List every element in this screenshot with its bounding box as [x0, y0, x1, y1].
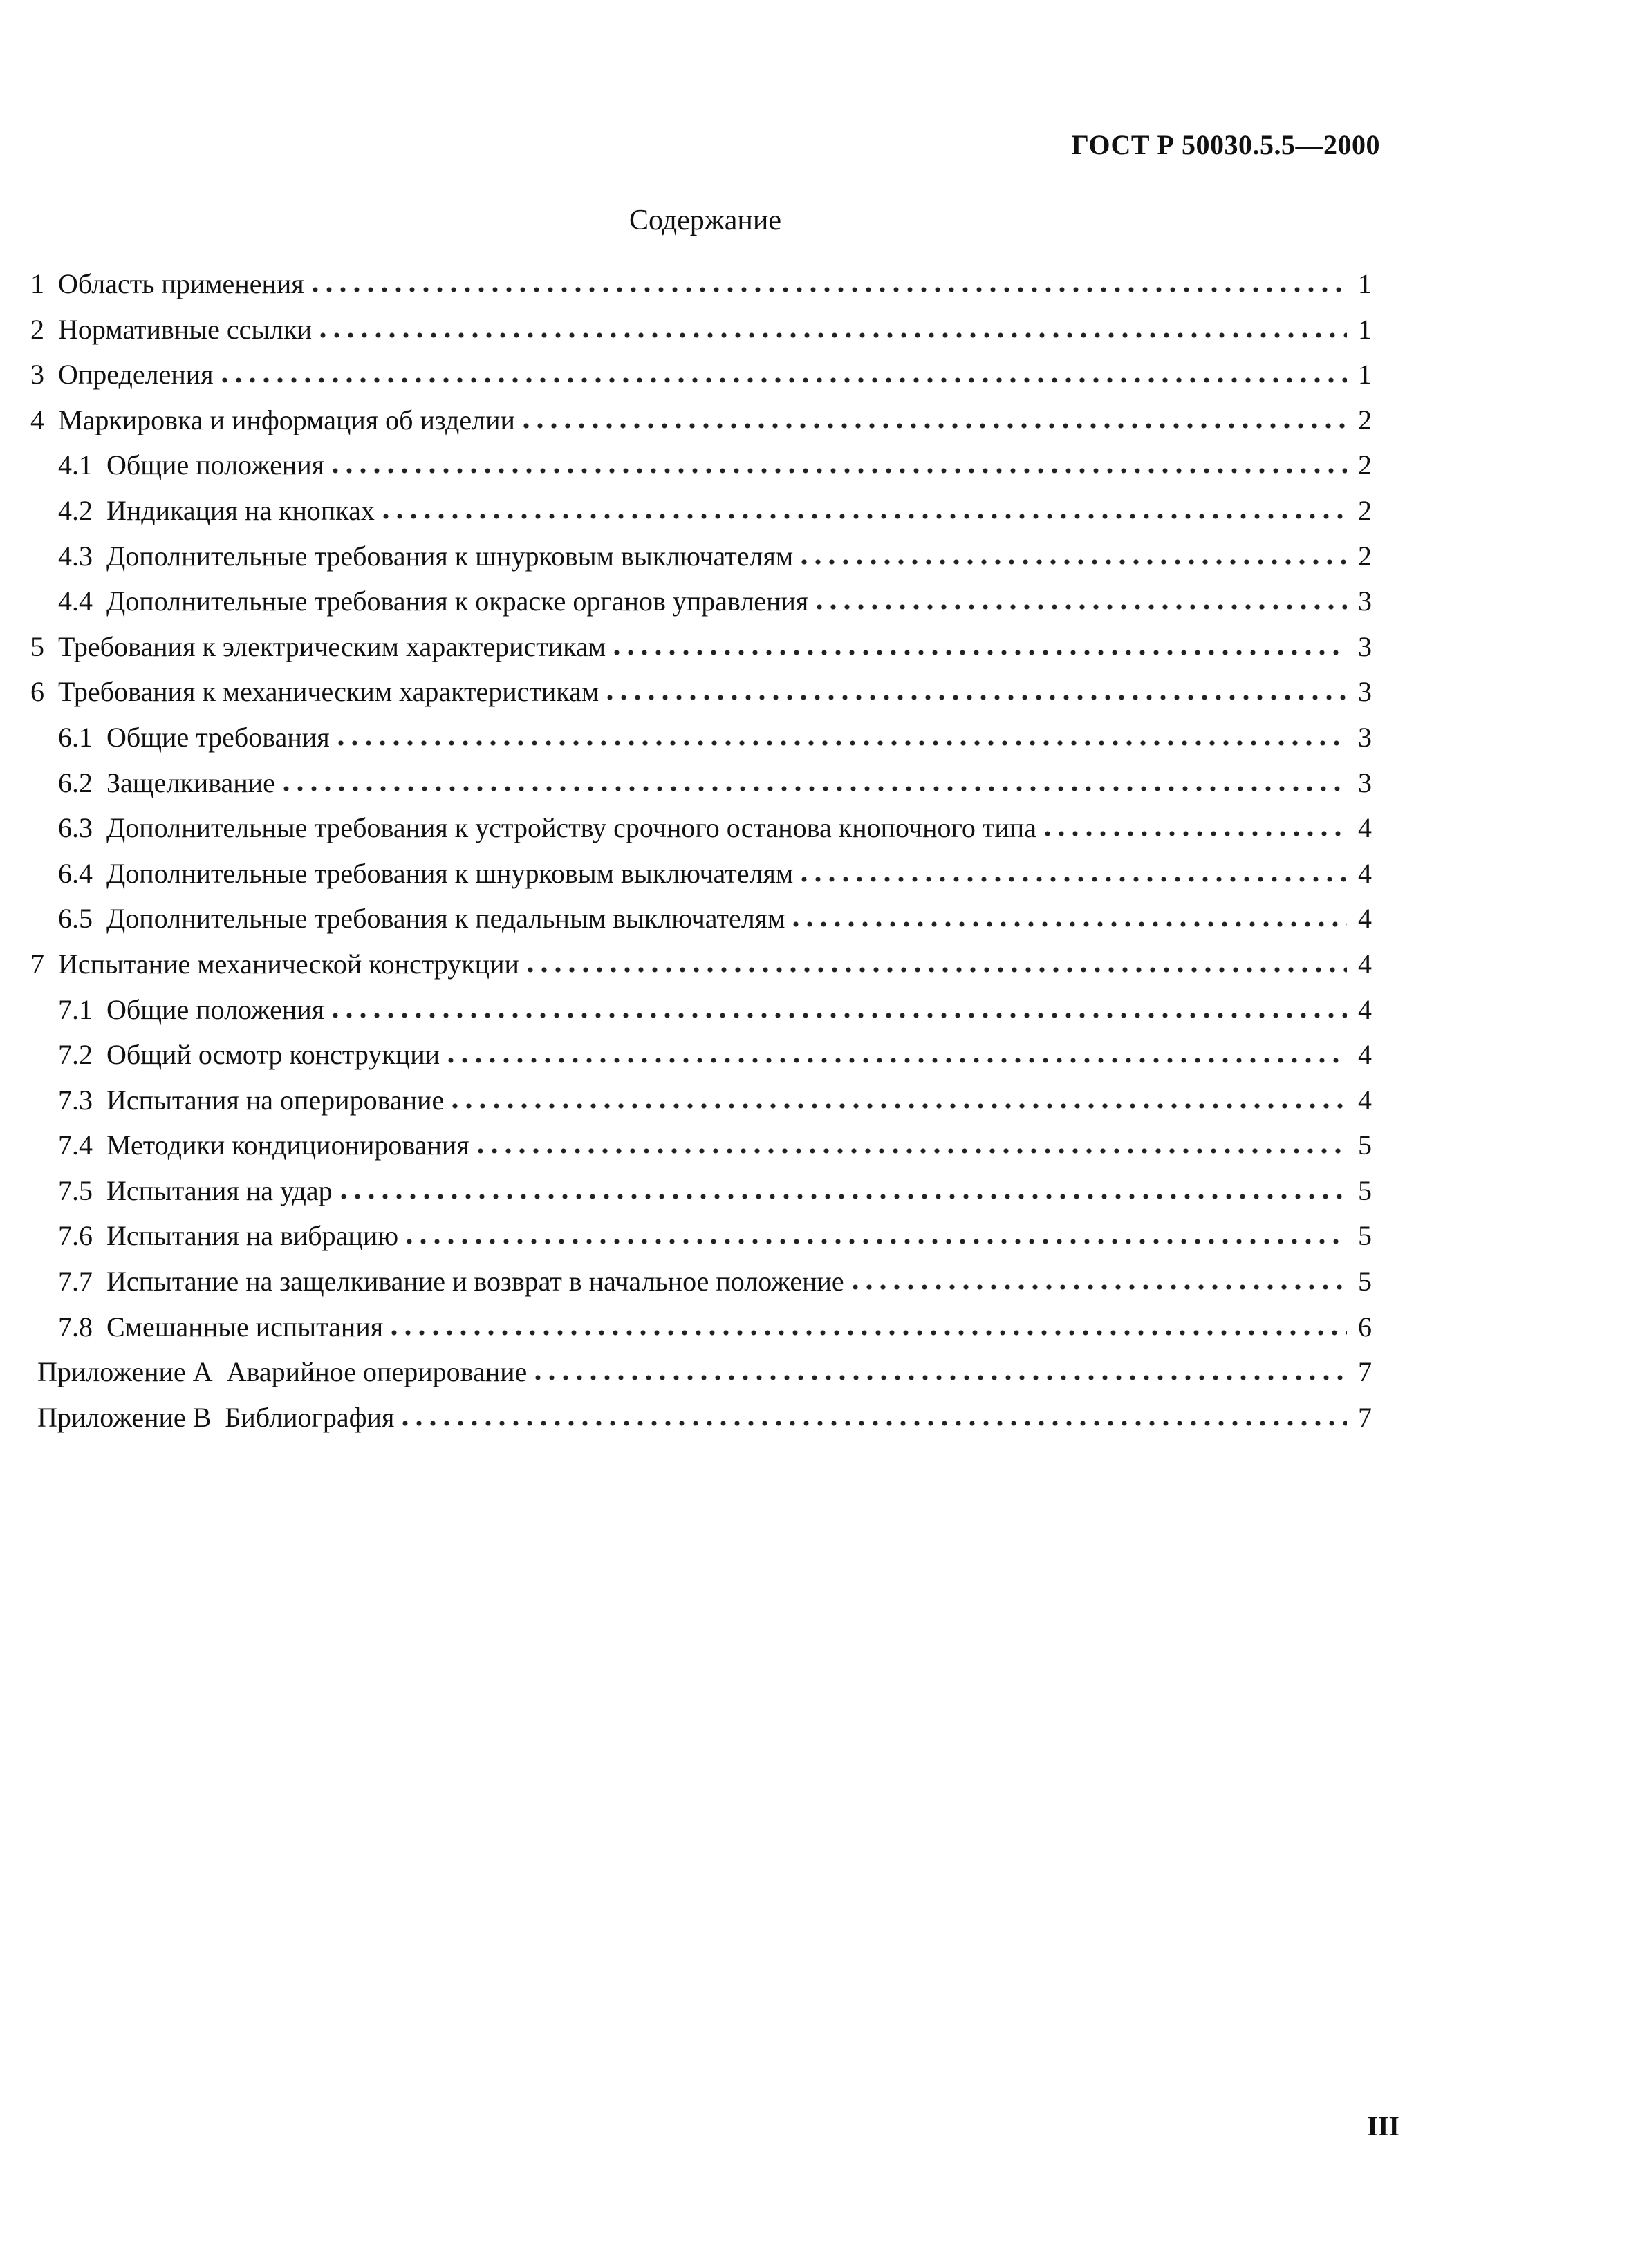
toc-item-page: 1	[1358, 268, 1372, 299]
toc-item-number: 7.3	[58, 1084, 93, 1116]
toc-item-number: 7.6	[58, 1220, 93, 1252]
toc-item[interactable]	[30, 1127, 1372, 1172]
toc-item-page: 2	[1358, 540, 1372, 572]
toc-item-page: 4	[1358, 993, 1372, 1025]
dot-leader	[812, 583, 1347, 610]
toc-item[interactable]	[30, 447, 1372, 492]
dot-leader	[218, 356, 1347, 384]
toc-item-label: Общие требования	[106, 721, 330, 753]
toc-item-page: 4	[1358, 1039, 1372, 1071]
toc-item-page: 3	[1358, 767, 1372, 798]
toc-item-page: 5	[1358, 1130, 1372, 1161]
toc-item[interactable]	[30, 1217, 1372, 1263]
toc-item-number: 4.3	[58, 540, 93, 572]
toc-item-number: 6	[30, 676, 44, 708]
toc-item-number: 6.4	[58, 857, 93, 889]
toc-item-number: 6.2	[58, 767, 93, 798]
toc-item-page: 7	[1358, 1356, 1372, 1388]
toc-item-label: Определения	[58, 359, 214, 391]
toc-item-number: 6.3	[58, 812, 93, 844]
dot-leader	[328, 991, 1347, 1019]
toc-item-label: Защелкивание	[106, 767, 275, 798]
dot-leader	[402, 1217, 1347, 1245]
toc-item-number: 7.1	[58, 993, 93, 1025]
toc-item-page: 4	[1358, 903, 1372, 935]
toc-item-label: Дополнительные требования к шнурковым выключателям	[106, 540, 794, 572]
toc-item-label: Испытания на оперирование	[106, 1084, 445, 1116]
toc-item-label: Индикация на кнопках	[106, 494, 375, 526]
toc-item-number: 7.2	[58, 1039, 93, 1071]
toc-item-page: 2	[1358, 449, 1372, 481]
toc-item[interactable]	[30, 1082, 1372, 1127]
toc-item-page: 4	[1358, 1084, 1372, 1116]
toc-item[interactable]	[30, 356, 1372, 402]
toc-item[interactable]	[30, 538, 1372, 583]
toc-item[interactable]	[30, 1036, 1372, 1082]
toc-item-label: Испытания на вибрацию	[106, 1220, 399, 1252]
toc-item-appendix[interactable]	[30, 1353, 1372, 1399]
toc-item-label: Требования к механическим характеристикам	[58, 676, 599, 708]
dot-leader	[848, 1263, 1347, 1291]
toc-item-label: Испытание механической конструкции	[58, 948, 519, 980]
toc-item-number: Приложение А	[37, 1356, 213, 1388]
table-of-contents	[30, 265, 1372, 1444]
toc-item-page: 7	[1358, 1401, 1372, 1433]
dot-leader	[328, 447, 1347, 474]
toc-item-label: Дополнительные требования к педальным выключателям	[106, 903, 785, 935]
toc-item-page: 5	[1358, 1174, 1372, 1206]
toc-item-page: 5	[1358, 1220, 1372, 1252]
dot-leader	[337, 1172, 1347, 1200]
toc-item-label: Общий осмотр конструкции	[106, 1039, 440, 1071]
toc-item-number: 4.4	[58, 585, 93, 617]
toc-item-label: Область применения	[58, 268, 304, 299]
toc-item-number: 5	[30, 630, 44, 662]
toc-item-page: 1	[1358, 313, 1372, 345]
dot-leader	[334, 719, 1347, 747]
dot-leader	[789, 900, 1347, 928]
toc-item-page: 4	[1358, 812, 1372, 844]
toc-item-label: Дополнительные требования к окраске органов управления	[106, 585, 809, 617]
toc-item-number: 7	[30, 948, 44, 980]
toc-item-label: Испытания на удар	[106, 1174, 333, 1206]
dot-leader	[797, 855, 1347, 883]
toc-item-label: Общие положения	[106, 993, 325, 1025]
page-number: III	[1367, 2110, 1399, 2142]
dot-leader	[308, 265, 1347, 293]
dot-leader	[316, 311, 1347, 339]
dot-leader	[387, 1309, 1347, 1336]
toc-item-label: Общие положения	[106, 449, 325, 481]
toc-item-page: 3	[1358, 721, 1372, 753]
toc-item-page: 6	[1358, 1311, 1372, 1342]
toc-item-number: 7.8	[58, 1311, 93, 1342]
toc-item[interactable]	[30, 492, 1372, 538]
toc-item-number: 1	[30, 268, 44, 299]
toc-item[interactable]	[30, 628, 1372, 674]
dot-leader	[603, 673, 1347, 701]
toc-item-page: 2	[1358, 404, 1372, 435]
toc-title: Содержание	[629, 205, 782, 236]
toc-item-number: 6.5	[58, 903, 93, 935]
toc-item-number: 6.1	[58, 721, 93, 753]
toc-item-page: 3	[1358, 585, 1372, 617]
toc-item-label: Маркировка и информация об изделии	[58, 404, 515, 435]
dot-leader	[279, 765, 1347, 792]
toc-item-page: 3	[1358, 630, 1372, 662]
toc-item-label: Аварийное оперирование	[226, 1356, 528, 1388]
toc-item-label: Библиография	[225, 1401, 395, 1433]
toc-item[interactable]	[30, 946, 1372, 991]
toc-item[interactable]	[30, 1309, 1372, 1354]
dot-leader	[519, 402, 1347, 429]
toc-item[interactable]	[30, 402, 1372, 447]
dot-leader	[610, 628, 1347, 656]
toc-item[interactable]	[30, 673, 1372, 719]
toc-item-appendix[interactable]	[30, 1399, 1372, 1445]
toc-item-number: 7.7	[58, 1266, 93, 1297]
toc-item-label: Нормативные ссылки	[58, 313, 313, 345]
toc-item[interactable]	[30, 1263, 1372, 1309]
toc-item-number: 4	[30, 404, 44, 435]
dot-leader	[444, 1036, 1347, 1064]
toc-item[interactable]	[30, 991, 1372, 1037]
toc-item-page: 3	[1358, 676, 1372, 708]
toc-item[interactable]	[30, 583, 1372, 628]
toc-item[interactable]	[30, 765, 1372, 810]
toc-item-label: Смешанные испытания	[106, 1311, 384, 1342]
toc-item-page: 2	[1358, 494, 1372, 526]
toc-item-number: 7.4	[58, 1130, 93, 1161]
dot-leader	[1041, 809, 1347, 837]
dot-leader	[448, 1082, 1347, 1109]
toc-item[interactable]	[30, 311, 1372, 357]
toc-item[interactable]	[30, 855, 1372, 901]
toc-item-number: 7.5	[58, 1174, 93, 1206]
toc-item[interactable]	[30, 265, 1372, 311]
toc-item-label: Испытание на защелкивание и возврат в начальное положение	[106, 1266, 844, 1297]
dot-leader	[398, 1399, 1347, 1427]
toc-item-label: Дополнительные требования к устройству срочного останова кнопочного типа	[106, 812, 1036, 844]
dot-leader	[474, 1127, 1347, 1154]
toc-item-number: Приложение В	[37, 1401, 212, 1433]
toc-item-label: Требования к электрическим характеристикам	[58, 630, 606, 662]
toc-item-number: 4.1	[58, 449, 93, 481]
dot-leader	[523, 946, 1347, 973]
toc-item[interactable]	[30, 719, 1372, 765]
toc-item[interactable]	[30, 809, 1372, 855]
dot-leader	[531, 1353, 1347, 1381]
toc-item-label: Дополнительные требования к шнурковым выключателям	[106, 857, 794, 889]
dot-leader	[797, 538, 1347, 565]
toc-item-page: 4	[1358, 948, 1372, 980]
toc-item[interactable]	[30, 1172, 1372, 1218]
toc-item-number: 4.2	[58, 494, 93, 526]
toc-item[interactable]	[30, 900, 1372, 946]
toc-item-page: 4	[1358, 857, 1372, 889]
toc-item-number: 3	[30, 359, 44, 391]
toc-item-page: 5	[1358, 1266, 1372, 1297]
toc-item-page: 1	[1358, 359, 1372, 391]
toc-item-label: Методики кондиционирования	[106, 1130, 469, 1161]
toc-item-number: 2	[30, 313, 44, 345]
document-code: ГОСТ Р 50030.5.5—2000	[1071, 129, 1380, 160]
dot-leader	[379, 492, 1347, 520]
